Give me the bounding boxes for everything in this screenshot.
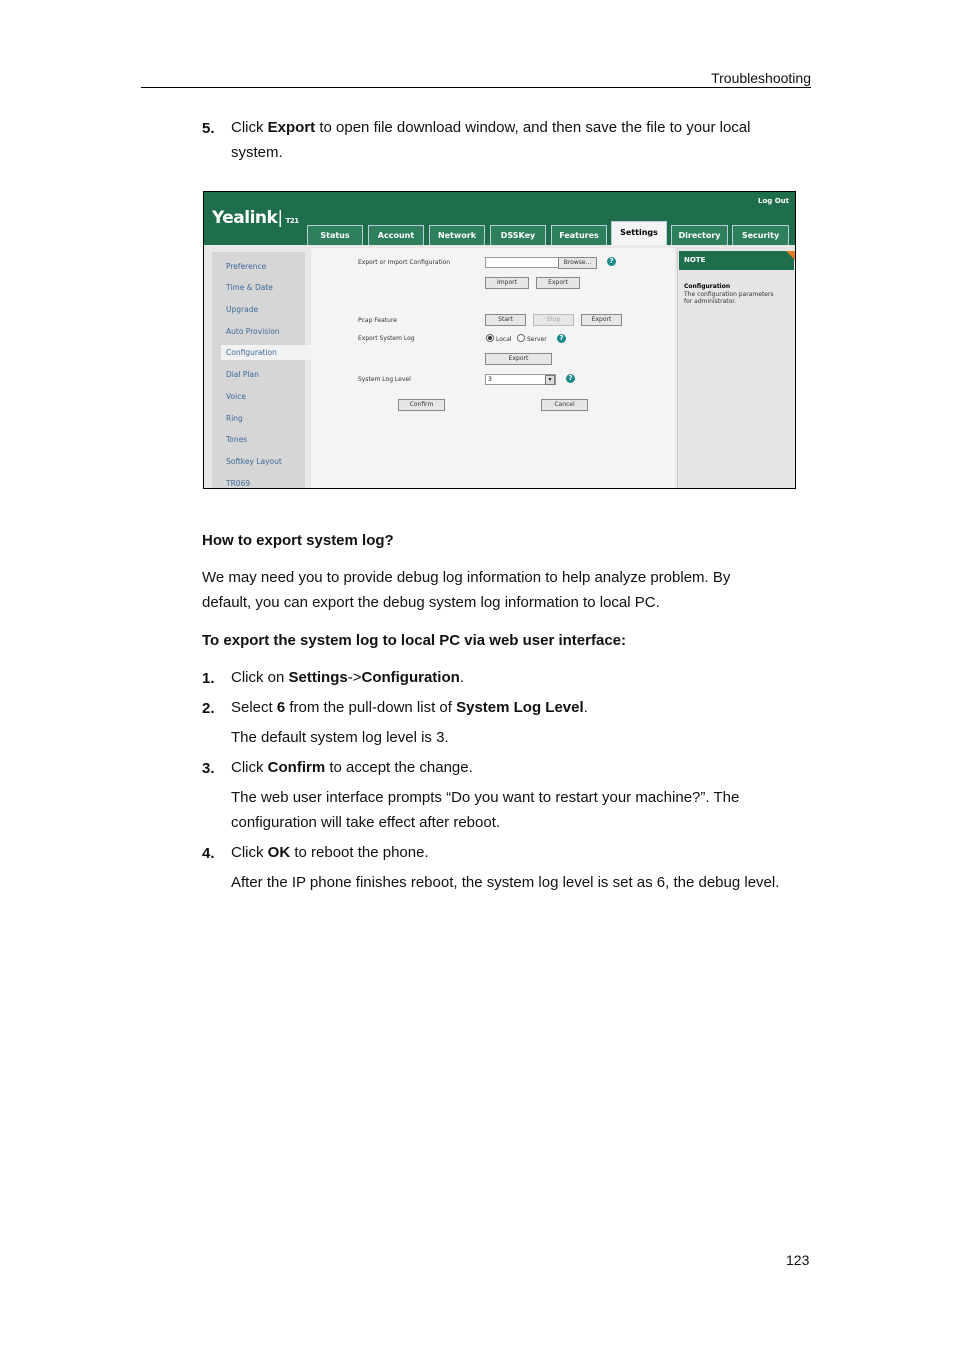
- step-text: Click on Settings->Configuration.: [231, 669, 464, 686]
- step-number: 4.: [202, 845, 215, 862]
- help-icon[interactable]: ?: [607, 257, 616, 266]
- note-text: for administrator.: [684, 298, 737, 305]
- pcap-export-button[interactable]: Export: [581, 314, 622, 326]
- start-button[interactable]: Start: [485, 314, 526, 326]
- local-label: Local: [496, 336, 512, 343]
- step-number: 5.: [202, 120, 215, 137]
- sidebar-item-dial-plan[interactable]: Dial Plan: [226, 370, 259, 379]
- tab-features[interactable]: Features: [551, 225, 607, 245]
- tab-dsskey[interactable]: DSSKey: [490, 225, 546, 245]
- sidebar-item-auto-provision[interactable]: Auto Provision: [226, 327, 280, 336]
- confirm-button[interactable]: Confirm: [398, 399, 445, 411]
- logout-link[interactable]: Log Out: [758, 197, 789, 205]
- step-note: configuration will take effect after reboot.: [231, 814, 501, 831]
- note-heading: Configuration: [684, 283, 731, 290]
- sidebar-item-softkey-layout[interactable]: Softkey Layout: [226, 457, 282, 466]
- help-icon[interactable]: ?: [557, 334, 566, 343]
- section-heading: How to export system log?: [202, 532, 394, 549]
- log-level-label: System Log Level: [358, 376, 411, 383]
- config-file-input[interactable]: [485, 257, 559, 268]
- server-label: Server: [527, 336, 547, 343]
- note-title: NOTE: [679, 251, 794, 270]
- top-bar: [204, 192, 795, 245]
- step-note: After the IP phone finishes reboot, the system log level is set as 6, the debug level.: [231, 874, 780, 891]
- browse-button[interactable]: Browse...: [558, 257, 597, 269]
- tab-account[interactable]: Account: [368, 225, 424, 245]
- tab-network[interactable]: Network: [429, 225, 485, 245]
- config-panel: [311, 248, 675, 488]
- sidebar-item-preference[interactable]: Preference: [226, 262, 267, 271]
- tab-status[interactable]: Status: [307, 225, 363, 245]
- sidebar-item-time-date[interactable]: Time & Date: [226, 283, 273, 292]
- tab-directory[interactable]: Directory: [671, 225, 728, 245]
- sidebar-item-upgrade[interactable]: Upgrade: [226, 305, 259, 314]
- step-text: Click Export to open file download window, and then save the file to your local: [231, 119, 751, 136]
- corner-icon: [786, 251, 795, 260]
- sidebar-item-voice[interactable]: Voice: [226, 392, 246, 401]
- note-text: The configuration parameters: [684, 291, 774, 298]
- export-log-button[interactable]: Export: [485, 353, 552, 365]
- page-header: [141, 68, 811, 88]
- step-text-cont: system.: [231, 144, 283, 161]
- export-config-button[interactable]: Export: [536, 277, 580, 289]
- tab-security[interactable]: Security: [732, 225, 789, 245]
- server-radio[interactable]: [517, 334, 525, 342]
- paragraph: We may need you to provide debug log information to help analyze problem. By: [202, 569, 731, 586]
- step-number: 3.: [202, 760, 215, 777]
- header-section: Troubleshooting: [711, 70, 811, 86]
- step-text: Select 6 from the pull-down list of System Log Level.: [231, 699, 588, 716]
- note-panel: [677, 248, 796, 488]
- sidebar: [212, 252, 305, 488]
- sidebar-item-configuration[interactable]: Configuration: [221, 345, 312, 360]
- local-radio[interactable]: [486, 334, 494, 342]
- step-number: 1.: [202, 670, 215, 687]
- web-ui-screenshot: [203, 191, 796, 489]
- cancel-button[interactable]: Cancel: [541, 399, 588, 411]
- step-number: 2.: [202, 700, 215, 717]
- step-text: Click OK to reboot the phone.: [231, 844, 429, 861]
- step-text: Click Confirm to accept the change.: [231, 759, 473, 776]
- pcap-label: Pcap Feature: [358, 317, 397, 324]
- tab-settings[interactable]: Settings: [611, 221, 667, 245]
- yealink-logo: Yealink| T21: [212, 208, 299, 228]
- sidebar-item-tr069[interactable]: TR069: [226, 479, 251, 488]
- step-note: The web user interface prompts “Do you want to restart your machine?”. The: [231, 789, 740, 806]
- step-note: The default system log level is 3.: [231, 729, 449, 746]
- help-icon[interactable]: ?: [566, 374, 575, 383]
- chevron-down-icon[interactable]: ▾: [545, 375, 555, 385]
- page-number: 123: [786, 1252, 810, 1268]
- paragraph: default, you can export the debug system log information to local PC.: [202, 594, 660, 611]
- export-import-label: Export or Import Configuration: [358, 259, 451, 266]
- import-button[interactable]: Import: [485, 277, 529, 289]
- sidebar-item-tones[interactable]: Tones: [226, 435, 248, 444]
- export-log-label: Export System Log: [358, 335, 415, 342]
- log-level-select[interactable]: 3: [485, 374, 556, 385]
- sidebar-item-ring[interactable]: Ring: [226, 414, 243, 423]
- stop-button[interactable]: Stop: [533, 314, 574, 326]
- procedure-heading: To export the system log to local PC via web user interface:: [202, 632, 626, 649]
